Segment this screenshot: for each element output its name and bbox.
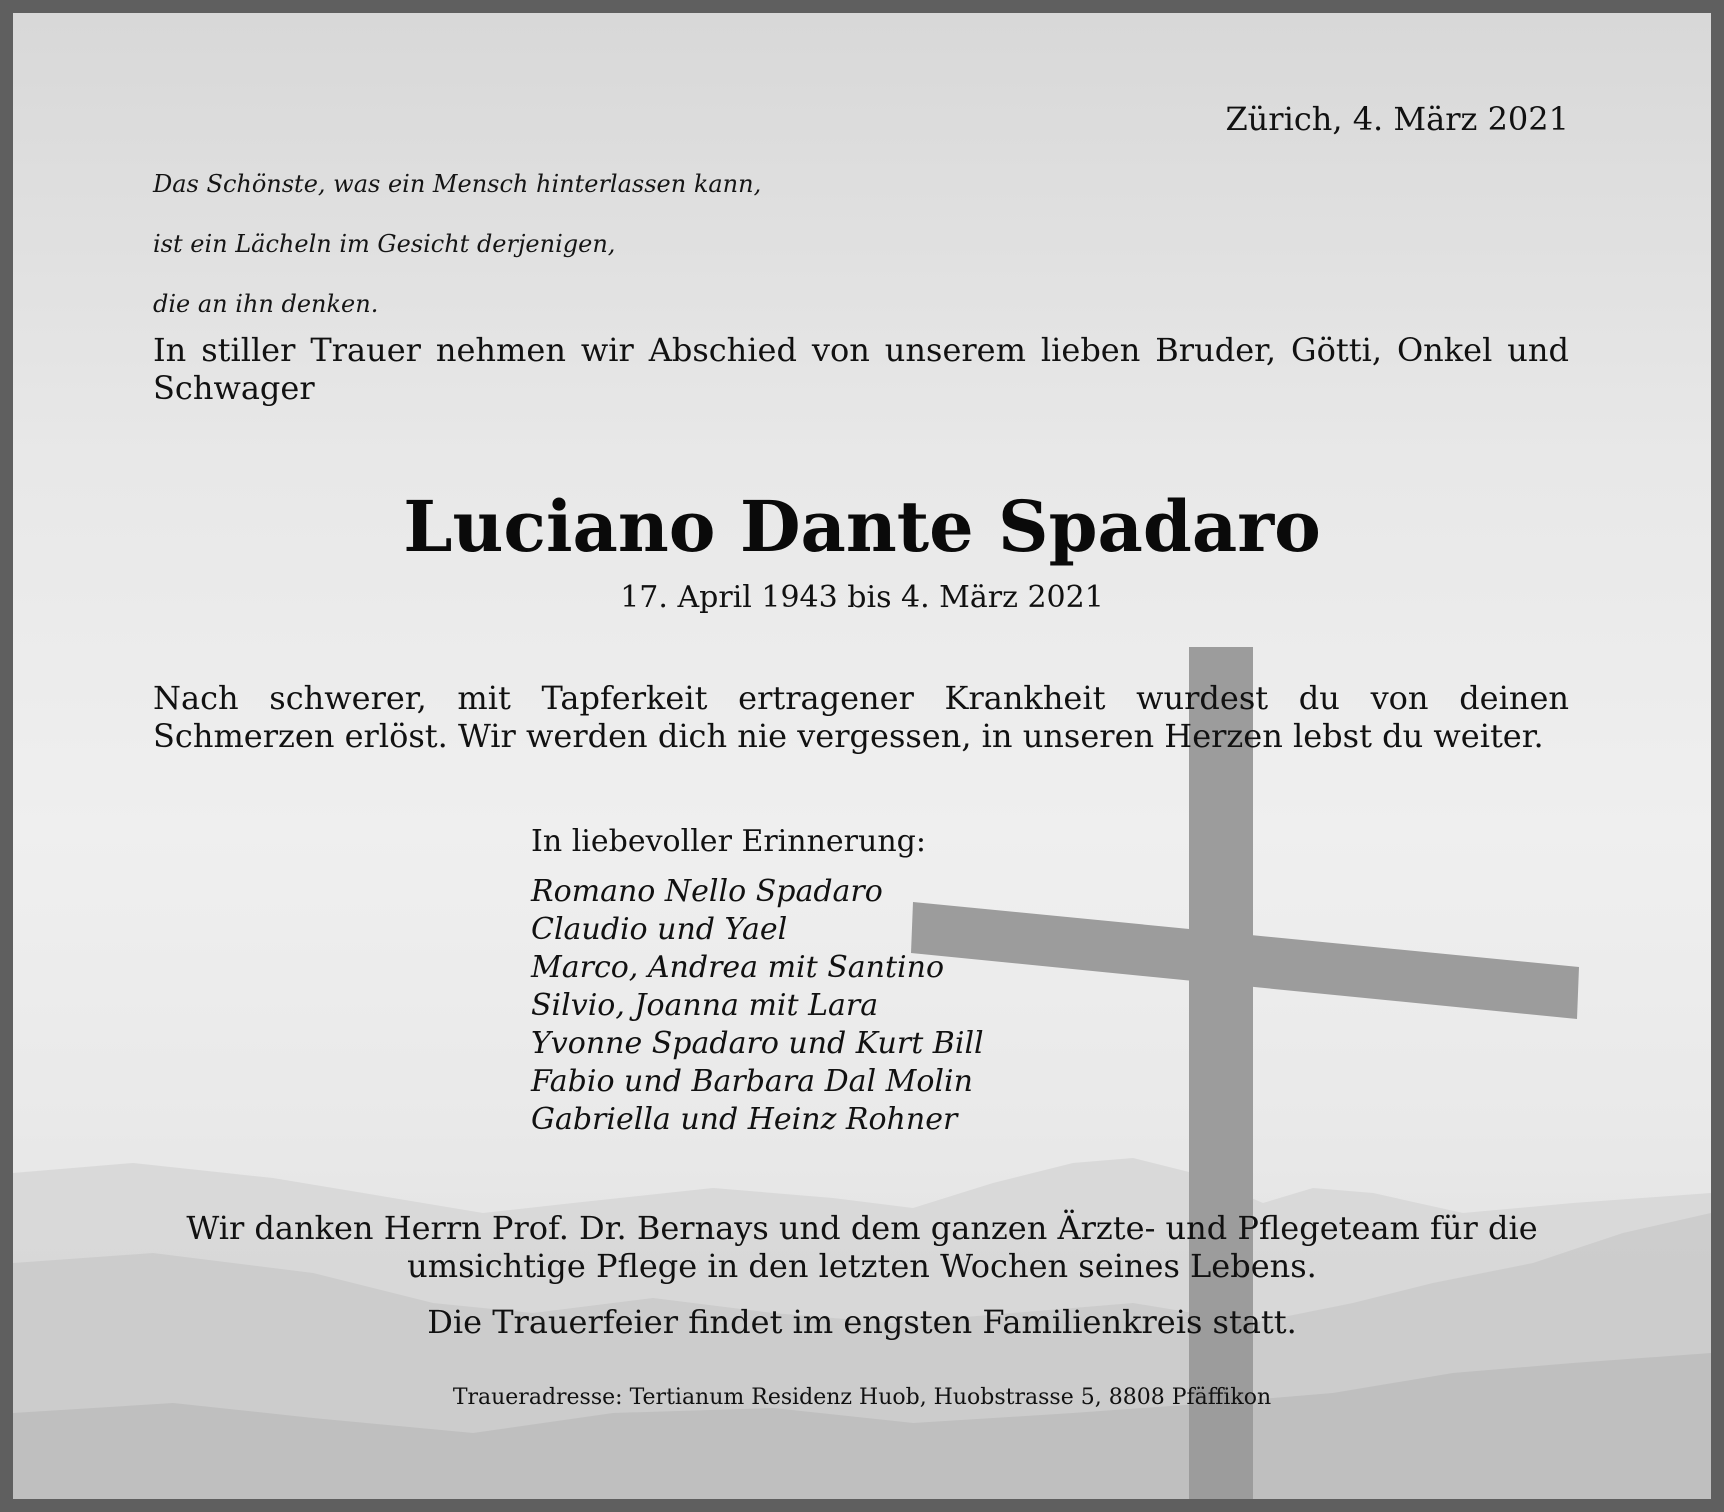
mourner-name: Gabriella und Heinz Rohner bbox=[531, 1102, 958, 1137]
cross-vertical-beam bbox=[1189, 647, 1253, 1499]
mourner-name: Marco, Andrea mit Santino bbox=[531, 950, 945, 985]
obituary-notice bbox=[13, 13, 1711, 1499]
mourners-heading: In liebevoller Erinnerung: bbox=[531, 824, 926, 859]
farewell-message: Nach schwerer, mit Tapferkeit ertragener Krankheit wurdest du von deinen Schmerzen erlöst. Wir werden dich nie vergessen, in unseren Herzen lebst du weiter. bbox=[153, 679, 1569, 755]
mourner-name: Silvio, Joanna mit Lara bbox=[531, 988, 879, 1023]
intro-text: In stiller Trauer nehmen wir Abschied von unserem lieben Bruder, Götti, Onkel und Schwager bbox=[153, 331, 1569, 407]
thanks-line: umsichtige Pflege in den letzten Wochen seines Lebens. bbox=[407, 1247, 1317, 1285]
ceremony-note: Die Trauerfeier findet im engsten Familienkreis statt. bbox=[427, 1303, 1297, 1341]
life-dates: 17. April 1943 bis 4. März 2021 bbox=[620, 580, 1104, 615]
mourners-list bbox=[531, 823, 984, 1139]
place-date: Zürich, 4. März 2021 bbox=[1225, 100, 1569, 138]
quote-line: Das Schönste, was ein Mensch hinterlassen kann, bbox=[153, 170, 762, 198]
mourner-name: Fabio und Barbara Dal Molin bbox=[531, 1064, 973, 1099]
thanks-line: Wir danken Herrn Prof. Dr. Bernays und dem ganzen Ärzte- und Pflegeteam für die bbox=[186, 1209, 1538, 1247]
deceased-name: Luciano Dante Spadaro bbox=[403, 485, 1321, 568]
mourner-name: Romano Nello Spadaro bbox=[531, 874, 883, 909]
quote-line: die an ihn denken. bbox=[153, 290, 379, 318]
thanks-text bbox=[13, 1209, 1711, 1285]
memorial-quote bbox=[153, 139, 761, 349]
mourner-name: Claudio und Yael bbox=[531, 912, 788, 947]
quote-line: ist ein Lächeln im Gesicht derjenigen, bbox=[153, 230, 616, 258]
mourner-name: Yvonne Spadaro und Kurt Bill bbox=[531, 1026, 984, 1061]
mourning-address: Traueradresse: Tertianum Residenz Huob, Huobstrasse 5, 8808 Pfäffikon bbox=[452, 1385, 1272, 1410]
